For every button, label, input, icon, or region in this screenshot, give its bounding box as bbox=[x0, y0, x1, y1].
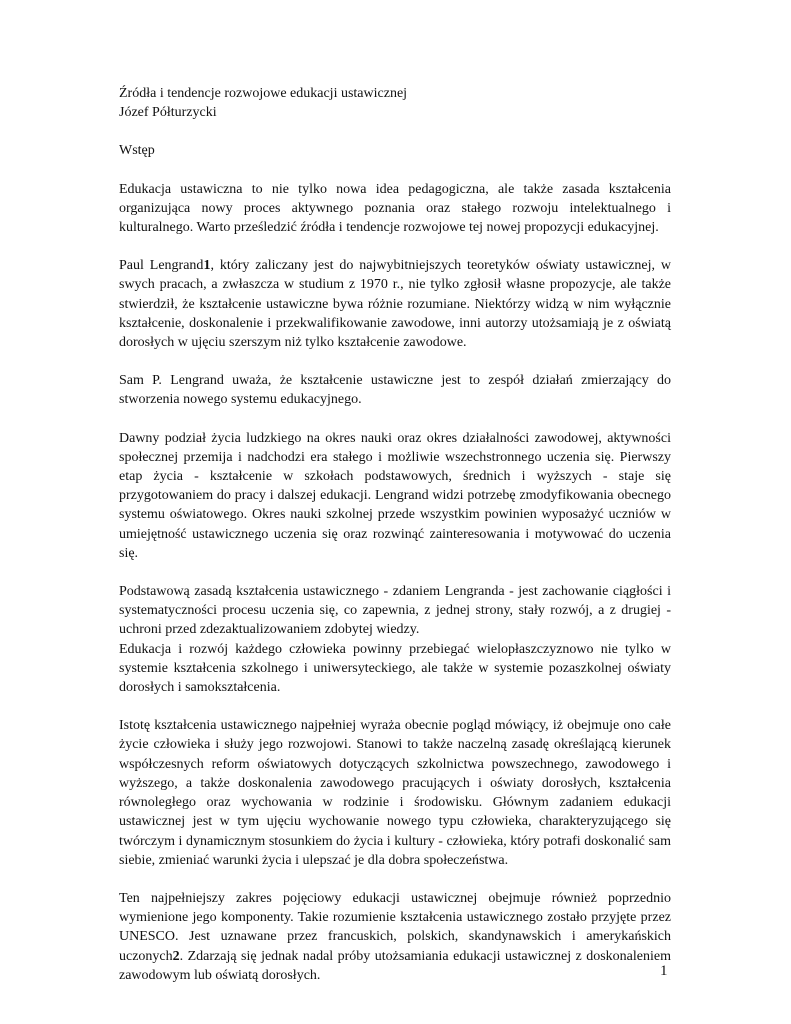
spacer bbox=[119, 352, 671, 371]
page-number: 1 bbox=[660, 963, 668, 979]
paragraph-4: Dawny podział życia ludzkiego na okres nauki oraz okres działalności zawodowej, aktywności społecznej przemija i nadchodzi era stałego i możliwie wszechstronnego uczenia się. Pierwszy etap życia - kształcenie w szkołach podstawowych, średnich i wyższych - staje się przygotowaniem do pracy i dalszej edukacji. Lengrand widzi potrzebę zmodyfikowania obecnego systemu oświatowego. Okres nauki szkolnej przede wszystkim powinien wyposażyć uczniów w umiejętność ustawicznego uczenia się oraz rozwinąć zainteresowania i motywować do uczenia się. bbox=[119, 430, 671, 561]
paragraph-7-text: Ten najpełniejszy zakres pojęciowy edukacji ustawicznej obejmuje również poprzednio wymienione jego komponenty. Takie rozumienie kształcenia ustawicznego zostało przyjęte przez UNESCO. Jest uznawane przez francuskich, polskich, skandynawskich i amerykańskich uczonych bbox=[119, 890, 671, 964]
document-body bbox=[119, 84, 671, 985]
footnote-ref-1: 1 bbox=[203, 258, 211, 274]
paragraph-1: Edukacja ustawiczna to nie tylko nowa idea pedagogiczna, ale także zasada kształcenia organizująca nowy proces aktywnego poznania oraz stałego rozwoju intelektualnego i kulturalnego. Warto prześledzić źródła i tendencje rozwojowe tej nowej propozycji edukacyjnej. bbox=[119, 181, 671, 236]
paragraph-2 bbox=[119, 256, 671, 352]
spacer bbox=[119, 161, 671, 180]
spacer bbox=[119, 410, 671, 429]
paragraph-5a: Podstawową zasadą kształcenia ustawicznego - zdaniem Lengranda - jest zachowanie ciągłości i systematyczności procesu uczenia się, co zapewnia, z jednej strony, stały rozwój, a z drugiej - uchroni przed zdezaktualizowaniem zdobytej wiedzy. bbox=[119, 584, 671, 638]
section-heading: Wstęp bbox=[119, 143, 155, 159]
spacer bbox=[119, 237, 671, 256]
paragraph-2-text: , który zaliczany jest do najwybitniejszych teoretyków oświaty ustawicznej, w swych pracach, a zwłaszcza w studium z 1970 r., nie tylko zgłosił własne propozycje, ale także stwierdził, że kształcenie ustawiczne bywa różnie rozumiane. Niektórzy widzą w nim wyłącznie kształcenie, doskonalenie i przekwalifikowanie zawodowe, inni autorzy utożsamiają je z oświatą dorosłych w ujęciu szerszym niż tylko kształcenie zawodowe. bbox=[119, 258, 671, 351]
spacer bbox=[119, 563, 671, 582]
paragraph-7 bbox=[119, 889, 671, 985]
paragraph-3: Sam P. Lengrand uważa, że kształcenie ustawiczne jest to zespół działań zmierzający do stworzenia nowego systemu edukacyjnego. bbox=[119, 373, 671, 408]
document-title: Źródła i tendencje rozwojowe edukacji ustawicznej bbox=[119, 86, 408, 101]
spacer bbox=[119, 122, 671, 141]
paragraph-2-name: Paul Lengrand bbox=[119, 258, 204, 274]
paragraph-6: Istotę kształcenia ustawicznego najpełniej wyraża obecnie pogląd mówiący, iż obejmuje ono całe życie człowieka i służy jego rozwojowi. Stanowi to także naczelną zasadę określającą kierunek współczesnych reform oświatowych dotyczących szkolnictwa powszechnego, zawodowego i wyższego, a także doskonalenia zawodowego pracujących i oświaty dorosłych, kształcenia równoległego oraz wychowania w rodzinie i środowisku. Głównym zadaniem edukacji ustawicznej jest w tym ujęciu wychowanie nowego typu człowieka, charakteryzującego się twórczym i dynamicznym stosunkiem do życia i kultury - człowieka, który potrafi doskonalić sam siebie, zmieniać warunki życia i ulepszać je dla dobra społeczeństwa. bbox=[119, 718, 671, 868]
document-author: Józef Półturzycki bbox=[119, 105, 217, 121]
footnote-ref-2: 2 bbox=[172, 948, 180, 964]
paragraph-7-tail: . Zdarzają się jednak nadal próby utożsamiania edukacji ustawicznej z doskonaleniem zawodowym lub oświatą dorosłych. bbox=[119, 948, 671, 983]
spacer bbox=[119, 870, 671, 889]
paragraph-5b: Edukacja i rozwój każdego człowieka powinny przebiegać wielopłaszczyznowo nie tylko w systemie kształcenia szkolnego i uniwersyteckiego, ale także w systemie pozaszkolnej oświaty dorosłych i samokształcenia. bbox=[119, 641, 671, 696]
spacer bbox=[119, 697, 671, 716]
